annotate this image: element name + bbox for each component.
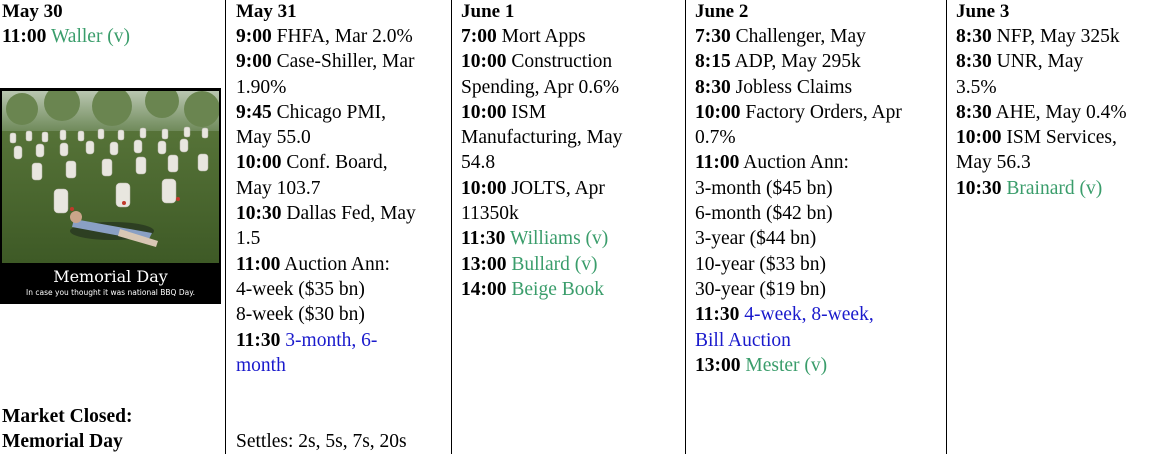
event-line (236, 150, 451, 175)
event-time: 8:30 (956, 51, 992, 73)
event-line (236, 353, 451, 378)
event-line (461, 252, 685, 277)
day-column-june-3 (946, 0, 1160, 454)
event-time: 10:00 (236, 152, 282, 174)
event-text: NFP, May 325k (996, 26, 1120, 47)
market-closed-note (2, 404, 133, 454)
event-text: 4-week, 8-week, (744, 304, 874, 326)
event-text: 10-year ($33 bn) (695, 253, 827, 275)
event-time: 11:30 (236, 329, 281, 351)
event-line (461, 226, 685, 251)
day-column-june-2 (685, 0, 946, 454)
event-line (956, 176, 1160, 201)
event-text: 8-week ($30 bn) (236, 304, 365, 326)
event-line (236, 75, 451, 100)
cemetery-photo (2, 91, 219, 263)
event-line (236, 328, 451, 353)
event-text: UNR, May (996, 51, 1084, 73)
day-column-june-1 (451, 0, 685, 454)
day-header: May 30 (2, 1, 63, 22)
memorial-day-image (0, 88, 221, 304)
event-line (695, 353, 946, 378)
event-time: 7:30 (695, 26, 731, 47)
event-time: 14:00 (461, 278, 507, 300)
event-text: Waller (v) (50, 26, 131, 47)
event-line (956, 100, 1160, 125)
event-line (956, 75, 1160, 100)
event-line (695, 49, 946, 74)
event-line (236, 176, 451, 201)
event-text: Chicago PMI, (276, 101, 387, 123)
event-time: 10:00 (461, 177, 507, 199)
event-text: 30-year ($19 bn) (695, 278, 827, 300)
event-text: FHFA, Mar 2.0% (276, 26, 413, 47)
event-line (956, 125, 1160, 150)
memorial-day-title: Memorial Day (53, 267, 168, 286)
event-time: 8:30 (695, 76, 731, 98)
event-line (236, 226, 451, 251)
event-text: May 103.7 (236, 177, 321, 199)
event-text: AHE, May 0.4% (995, 101, 1127, 123)
event-line (695, 125, 946, 150)
event-line (461, 201, 685, 226)
event-text: Challenger, May (735, 26, 866, 47)
day-header: May 31 (236, 1, 297, 22)
event-line (695, 100, 946, 125)
event-text: Construction (511, 51, 613, 73)
market-closed-line: Memorial Day (2, 431, 123, 453)
event-line (461, 49, 685, 74)
event-time: 13:00 (461, 253, 507, 275)
event-text: Mort Apps (501, 26, 586, 47)
event-text: 3.5% (956, 76, 997, 98)
event-line (461, 24, 685, 49)
event-text: Mester (v) (745, 354, 828, 376)
event-line (695, 226, 946, 251)
event-time: 10:00 (461, 51, 507, 73)
event-text: 3-month, 6- (285, 329, 378, 351)
event-text: Jobless Claims (735, 76, 853, 98)
event-list (2, 24, 225, 49)
event-line (2, 24, 225, 49)
event-time: 10:00 (461, 101, 507, 123)
event-line (236, 49, 451, 74)
event-line (461, 176, 685, 201)
event-line (461, 125, 685, 150)
event-text: Bullard (v) (511, 253, 598, 275)
event-time: 9:00 (236, 26, 272, 47)
event-time: 9:00 (236, 51, 272, 73)
event-time: 11:00 (2, 26, 47, 47)
event-time: 8:30 (956, 26, 992, 47)
event-line (956, 24, 1160, 49)
event-text: May 55.0 (236, 127, 311, 149)
event-line (236, 277, 451, 302)
event-time: 11:30 (461, 228, 506, 250)
event-text: Manufacturing, May (461, 127, 623, 149)
event-time: 13:00 (695, 354, 741, 376)
event-line (695, 150, 946, 175)
event-time: 10:30 (236, 203, 282, 225)
event-time: 10:00 (956, 127, 1002, 149)
day-header: June 3 (956, 1, 1010, 22)
event-text: ISM Services, (1006, 127, 1117, 149)
event-text: ADP, May 295k (734, 51, 861, 73)
event-line (461, 277, 685, 302)
day-header: June 1 (461, 1, 515, 22)
event-text: 0.7% (695, 127, 736, 149)
event-text: 1.5 (236, 228, 261, 250)
day-column-may-31 (225, 0, 451, 454)
memorial-day-caption: In case you thought it was national BBQ Day. (26, 288, 195, 297)
day-header: June 2 (695, 1, 749, 22)
event-time: 11:30 (695, 304, 740, 326)
event-text: 11350k (461, 203, 519, 225)
event-line (695, 75, 946, 100)
day-column-may-30 (0, 0, 225, 454)
event-text: Auction Ann: (743, 152, 849, 174)
market-closed-line: Market Closed: (2, 406, 133, 427)
event-text: ISM (511, 101, 547, 123)
event-list (956, 24, 1160, 201)
event-line (236, 252, 451, 277)
event-text: Spending, Apr 0.6% (461, 76, 620, 98)
event-text: 4-week ($35 bn) (236, 278, 365, 300)
event-text: 1.90% (236, 76, 287, 98)
event-text: Bill Auction (695, 329, 791, 351)
event-line (695, 176, 946, 201)
event-line (695, 302, 946, 327)
event-text: 3-month ($45 bn) (695, 177, 833, 199)
event-text: 54.8 (461, 152, 496, 174)
event-time: 11:00 (695, 152, 740, 174)
event-text: Brainard (v) (1006, 177, 1103, 199)
event-line (695, 328, 946, 353)
event-line (695, 277, 946, 302)
event-text: May 56.3 (956, 152, 1031, 174)
event-time: 10:00 (695, 101, 741, 123)
event-time: 10:30 (956, 177, 1002, 199)
event-time: 7:00 (461, 26, 497, 47)
settles-note: Settles: 2s, 5s, 7s, 20s (236, 431, 407, 452)
event-line (695, 201, 946, 226)
event-line (236, 302, 451, 327)
event-time: 9:45 (236, 101, 272, 123)
event-text: Factory Orders, Apr (745, 101, 902, 123)
event-time: 8:30 (956, 101, 992, 123)
event-line (956, 49, 1160, 74)
event-list (461, 24, 685, 302)
event-text: Dallas Fed, May (286, 203, 416, 225)
event-line (461, 150, 685, 175)
event-line (461, 75, 685, 100)
event-text: 6-month ($42 bn) (695, 203, 833, 225)
event-text: Williams (v) (509, 228, 609, 250)
event-text: Case-Shiller, Mar (276, 51, 415, 73)
event-line (461, 100, 685, 125)
event-list (695, 24, 946, 378)
event-text: Beige Book (511, 278, 604, 300)
event-line (236, 100, 451, 125)
event-text: JOLTS, Apr (511, 177, 605, 199)
event-line (695, 24, 946, 49)
event-line (956, 150, 1160, 175)
event-time: 11:00 (236, 253, 281, 275)
event-line (695, 252, 946, 277)
event-line (236, 125, 451, 150)
event-line (236, 201, 451, 226)
event-text: Auction Ann: (284, 253, 390, 275)
event-text: 3-year ($44 bn) (695, 228, 817, 250)
event-text: Conf. Board, (286, 152, 388, 174)
event-time: 8:15 (695, 51, 731, 73)
event-text: month (236, 354, 286, 376)
event-list (236, 24, 451, 378)
event-line (236, 24, 451, 49)
